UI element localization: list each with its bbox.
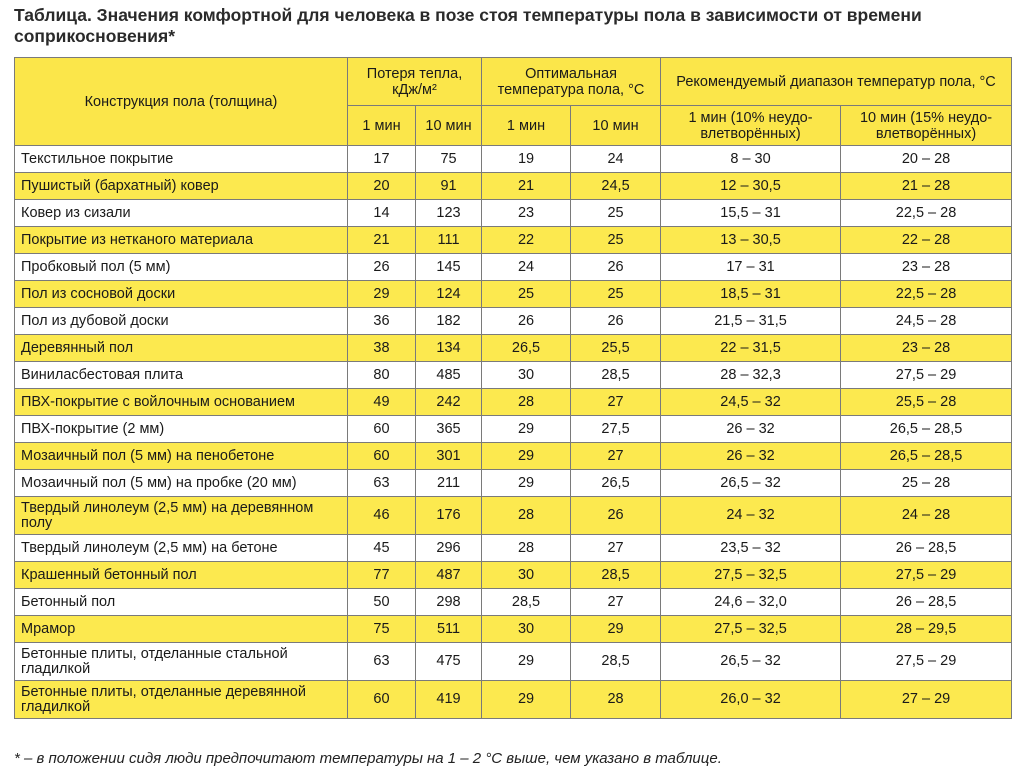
cell-construction: Крашенный бетонный пол: [15, 562, 348, 589]
table-row: [15, 200, 1012, 227]
cell-heat-loss-10min: 485: [416, 362, 482, 389]
cell-recommended-1min: 27,5 – 32,5: [661, 616, 841, 643]
cell-recommended-10min: 27,5 – 29: [841, 362, 1012, 389]
table-row: [15, 173, 1012, 200]
cell-construction: Мрамор: [15, 616, 348, 643]
cell-optimal-10min: 24: [571, 146, 661, 173]
cell-heat-loss-1min: 80: [348, 362, 416, 389]
cell-optimal-1min: 29: [482, 643, 571, 681]
cell-optimal-10min: 28,5: [571, 562, 661, 589]
header-recommended-range: Рекомендуемый диапазон температур пола, °С: [661, 58, 1012, 106]
cell-recommended-1min: 12 – 30,5: [661, 173, 841, 200]
cell-construction: Бетонные плиты, отделанные деревянной гладилкой: [15, 681, 348, 719]
cell-recommended-1min: 22 – 31,5: [661, 335, 841, 362]
table-row: [15, 535, 1012, 562]
cell-optimal-1min: 28: [482, 535, 571, 562]
cell-recommended-1min: 26,0 – 32: [661, 681, 841, 719]
cell-recommended-1min: 27,5 – 32,5: [661, 562, 841, 589]
cell-heat-loss-10min: 91: [416, 173, 482, 200]
header-optimal-10min: 10 мин: [571, 106, 661, 146]
cell-heat-loss-1min: 63: [348, 643, 416, 681]
cell-construction: Пол из сосновой доски: [15, 281, 348, 308]
cell-heat-loss-10min: 487: [416, 562, 482, 589]
cell-optimal-1min: 26: [482, 308, 571, 335]
cell-recommended-10min: 22 – 28: [841, 227, 1012, 254]
cell-recommended-10min: 24 – 28: [841, 497, 1012, 535]
cell-heat-loss-10min: 211: [416, 470, 482, 497]
table-row: [15, 616, 1012, 643]
cell-heat-loss-1min: 63: [348, 470, 416, 497]
cell-heat-loss-10min: 242: [416, 389, 482, 416]
cell-heat-loss-10min: 145: [416, 254, 482, 281]
cell-optimal-10min: 28,5: [571, 643, 661, 681]
cell-optimal-10min: 27: [571, 389, 661, 416]
cell-optimal-1min: 22: [482, 227, 571, 254]
cell-optimal-1min: 19: [482, 146, 571, 173]
cell-recommended-1min: 18,5 – 31: [661, 281, 841, 308]
cell-recommended-10min: 21 – 28: [841, 173, 1012, 200]
cell-optimal-10min: 28: [571, 681, 661, 719]
cell-heat-loss-10min: 511: [416, 616, 482, 643]
cell-optimal-1min: 23: [482, 200, 571, 227]
cell-heat-loss-1min: 49: [348, 389, 416, 416]
cell-heat-loss-1min: 20: [348, 173, 416, 200]
header-heat-loss: Потеря тепла, кДж/м²: [348, 58, 482, 106]
cell-optimal-1min: 30: [482, 562, 571, 589]
cell-construction: Текстильное покрытие: [15, 146, 348, 173]
table-row: [15, 146, 1012, 173]
cell-optimal-10min: 27: [571, 443, 661, 470]
cell-heat-loss-10min: 365: [416, 416, 482, 443]
cell-optimal-1min: 30: [482, 616, 571, 643]
cell-construction: Деревянный пол: [15, 335, 348, 362]
cell-recommended-1min: 8 – 30: [661, 146, 841, 173]
cell-construction: Пушистый (бархатный) ковер: [15, 173, 348, 200]
cell-heat-loss-1min: 38: [348, 335, 416, 362]
cell-heat-loss-10min: 475: [416, 643, 482, 681]
cell-optimal-10min: 26: [571, 254, 661, 281]
cell-recommended-1min: 26 – 32: [661, 416, 841, 443]
cell-construction: ПВХ-покрытие (2 мм): [15, 416, 348, 443]
cell-heat-loss-1min: 45: [348, 535, 416, 562]
cell-heat-loss-10min: 298: [416, 589, 482, 616]
cell-construction: Мозаичный пол (5 мм) на пенобетоне: [15, 443, 348, 470]
cell-optimal-1min: 24: [482, 254, 571, 281]
cell-heat-loss-10min: 111: [416, 227, 482, 254]
table-row: [15, 497, 1012, 535]
cell-recommended-10min: 22,5 – 28: [841, 200, 1012, 227]
table-row: [15, 589, 1012, 616]
header-heat-loss-1min: 1 мин: [348, 106, 416, 146]
cell-recommended-1min: 24,6 – 32,0: [661, 589, 841, 616]
cell-recommended-10min: 28 – 29,5: [841, 616, 1012, 643]
cell-recommended-10min: 27,5 – 29: [841, 643, 1012, 681]
cell-heat-loss-1min: 60: [348, 443, 416, 470]
cell-construction: Мозаичный пол (5 мм) на пробке (20 мм): [15, 470, 348, 497]
cell-recommended-10min: 26 – 28,5: [841, 535, 1012, 562]
cell-recommended-1min: 23,5 – 32: [661, 535, 841, 562]
cell-optimal-10min: 24,5: [571, 173, 661, 200]
table-row: [15, 227, 1012, 254]
cell-heat-loss-1min: 50: [348, 589, 416, 616]
cell-heat-loss-10min: 301: [416, 443, 482, 470]
cell-heat-loss-10min: 124: [416, 281, 482, 308]
cell-construction: Покрытие из нетканого материала: [15, 227, 348, 254]
cell-optimal-1min: 21: [482, 173, 571, 200]
cell-construction: Бетонные плиты, отделанные стальной гладилкой: [15, 643, 348, 681]
table-row: [15, 254, 1012, 281]
cell-construction: Бетонный пол: [15, 589, 348, 616]
cell-construction: Пробковый пол (5 мм): [15, 254, 348, 281]
table-row: [15, 308, 1012, 335]
cell-optimal-1min: 25: [482, 281, 571, 308]
cell-heat-loss-1min: 46: [348, 497, 416, 535]
cell-heat-loss-1min: 60: [348, 681, 416, 719]
cell-heat-loss-1min: 26: [348, 254, 416, 281]
cell-optimal-10min: 27,5: [571, 416, 661, 443]
header-recommended-10min: 10 мин (15% неудо-влетворённых): [841, 106, 1012, 146]
cell-optimal-1min: 29: [482, 416, 571, 443]
cell-recommended-1min: 17 – 31: [661, 254, 841, 281]
cell-heat-loss-1min: 77: [348, 562, 416, 589]
table-row: [15, 335, 1012, 362]
header-construction: Конструкция пола (толщина): [15, 58, 348, 146]
cell-recommended-1min: 15,5 – 31: [661, 200, 841, 227]
cell-recommended-10min: 27,5 – 29: [841, 562, 1012, 589]
table-row: [15, 643, 1012, 681]
cell-optimal-1min: 29: [482, 681, 571, 719]
cell-recommended-10min: 26 – 28,5: [841, 589, 1012, 616]
cell-heat-loss-10min: 134: [416, 335, 482, 362]
cell-recommended-1min: 24 – 32: [661, 497, 841, 535]
header-recommended-1min: 1 мин (10% неудо-влетворённых): [661, 106, 841, 146]
cell-heat-loss-10min: 419: [416, 681, 482, 719]
cell-recommended-1min: 26,5 – 32: [661, 470, 841, 497]
cell-recommended-10min: 25 – 28: [841, 470, 1012, 497]
cell-recommended-10min: 27 – 29: [841, 681, 1012, 719]
cell-recommended-10min: 26,5 – 28,5: [841, 416, 1012, 443]
cell-optimal-1min: 28: [482, 497, 571, 535]
cell-recommended-10min: 25,5 – 28: [841, 389, 1012, 416]
cell-heat-loss-10min: 123: [416, 200, 482, 227]
cell-heat-loss-1min: 21: [348, 227, 416, 254]
header-heat-loss-10min: 10 мин: [416, 106, 482, 146]
cell-optimal-10min: 26: [571, 497, 661, 535]
cell-recommended-1min: 26,5 – 32: [661, 643, 841, 681]
cell-heat-loss-10min: 176: [416, 497, 482, 535]
cell-heat-loss-10min: 75: [416, 146, 482, 173]
cell-heat-loss-1min: 17: [348, 146, 416, 173]
header-optimal-temperature: Оптимальная температура пола, °С: [482, 58, 661, 106]
table-row: [15, 562, 1012, 589]
cell-construction: ПВХ-покрытие с войлочным основанием: [15, 389, 348, 416]
cell-heat-loss-1min: 60: [348, 416, 416, 443]
cell-optimal-1min: 29: [482, 470, 571, 497]
cell-recommended-10min: 24,5 – 28: [841, 308, 1012, 335]
cell-heat-loss-10min: 182: [416, 308, 482, 335]
cell-recommended-10min: 23 – 28: [841, 335, 1012, 362]
cell-optimal-10min: 29: [571, 616, 661, 643]
cell-optimal-10min: 25: [571, 227, 661, 254]
cell-heat-loss-1min: 29: [348, 281, 416, 308]
cell-optimal-10min: 25: [571, 200, 661, 227]
cell-construction: Виниласбестовая плита: [15, 362, 348, 389]
cell-construction: Ковер из сизали: [15, 200, 348, 227]
cell-optimal-1min: 26,5: [482, 335, 571, 362]
cell-optimal-10min: 25,5: [571, 335, 661, 362]
cell-recommended-1min: 28 – 32,3: [661, 362, 841, 389]
footnote: * – в положении сидя люди предпочитают температуры на 1 – 2 °С выше, чем указано в таблице.: [14, 750, 722, 767]
cell-recommended-10min: 26,5 – 28,5: [841, 443, 1012, 470]
cell-recommended-1min: 24,5 – 32: [661, 389, 841, 416]
floor-temperature-table: [14, 57, 1012, 719]
cell-recommended-10min: 20 – 28: [841, 146, 1012, 173]
table-row: [15, 281, 1012, 308]
cell-optimal-10min: 27: [571, 589, 661, 616]
cell-construction: Твердый линолеум (2,5 мм) на деревянном полу: [15, 497, 348, 535]
cell-optimal-1min: 30: [482, 362, 571, 389]
table-row: [15, 362, 1012, 389]
cell-recommended-1min: 21,5 – 31,5: [661, 308, 841, 335]
cell-construction: Пол из дубовой доски: [15, 308, 348, 335]
cell-optimal-1min: 28: [482, 389, 571, 416]
table-title: Таблица. Значения комфортной для человека в позе стоя температуры пола в зависимости от времени соприкосновения*: [14, 5, 922, 46]
table-row: [15, 389, 1012, 416]
table-row: [15, 470, 1012, 497]
cell-recommended-1min: 13 – 30,5: [661, 227, 841, 254]
cell-heat-loss-1min: 14: [348, 200, 416, 227]
cell-optimal-10min: 28,5: [571, 362, 661, 389]
cell-optimal-1min: 28,5: [482, 589, 571, 616]
cell-heat-loss-1min: 36: [348, 308, 416, 335]
table-row: [15, 443, 1012, 470]
cell-optimal-10min: 26,5: [571, 470, 661, 497]
header-optimal-1min: 1 мин: [482, 106, 571, 146]
table-row: [15, 681, 1012, 719]
cell-construction: Твердый линолеум (2,5 мм) на бетоне: [15, 535, 348, 562]
cell-recommended-1min: 26 – 32: [661, 443, 841, 470]
cell-optimal-10min: 25: [571, 281, 661, 308]
cell-optimal-1min: 29: [482, 443, 571, 470]
cell-heat-loss-1min: 75: [348, 616, 416, 643]
cell-optimal-10min: 27: [571, 535, 661, 562]
cell-optimal-10min: 26: [571, 308, 661, 335]
cell-recommended-10min: 22,5 – 28: [841, 281, 1012, 308]
table-row: [15, 416, 1012, 443]
cell-heat-loss-10min: 296: [416, 535, 482, 562]
cell-recommended-10min: 23 – 28: [841, 254, 1012, 281]
